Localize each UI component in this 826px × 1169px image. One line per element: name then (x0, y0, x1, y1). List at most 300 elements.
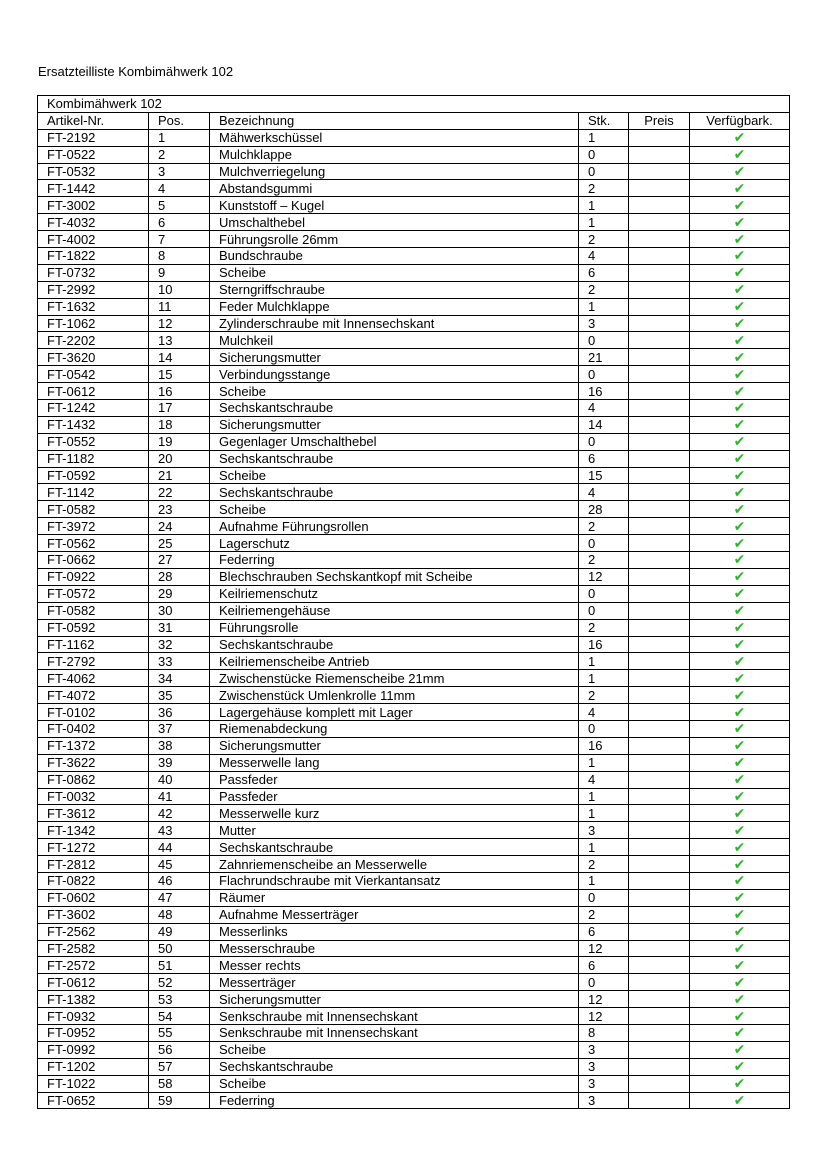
article-number-cell: FT-3602 (38, 906, 149, 923)
table-row (38, 501, 790, 518)
price-cell (629, 737, 690, 754)
description-cell: Verbindungsstange (210, 366, 579, 383)
availability-check-icon: ✔ (690, 872, 790, 889)
price-cell (629, 1075, 690, 1092)
quantity-cell: 1 (579, 805, 629, 822)
quantity-cell: 1 (579, 754, 629, 771)
position-cell: 34 (149, 670, 210, 687)
position-cell: 42 (149, 805, 210, 822)
availability-check-icon: ✔ (690, 163, 790, 180)
availability-check-icon: ✔ (690, 940, 790, 957)
position-cell: 5 (149, 197, 210, 214)
position-cell: 10 (149, 281, 210, 298)
position-cell: 13 (149, 332, 210, 349)
price-cell (629, 991, 690, 1008)
price-cell (629, 501, 690, 518)
position-cell: 43 (149, 822, 210, 839)
availability-check-icon: ✔ (690, 552, 790, 569)
article-number-cell: FT-1822 (38, 248, 149, 265)
availability-check-icon: ✔ (690, 214, 790, 231)
position-cell: 29 (149, 585, 210, 602)
description-cell: Bundschraube (210, 248, 579, 265)
quantity-cell: 2 (579, 906, 629, 923)
position-cell: 1 (149, 129, 210, 146)
table-row (38, 771, 790, 788)
availability-check-icon: ✔ (690, 839, 790, 856)
price-cell (629, 433, 690, 450)
description-cell: Keilriemenschutz (210, 585, 579, 602)
article-number-cell: FT-2812 (38, 856, 149, 873)
position-cell: 24 (149, 518, 210, 535)
table-row (38, 906, 790, 923)
position-cell: 9 (149, 264, 210, 281)
table-row (38, 535, 790, 552)
quantity-cell: 1 (579, 653, 629, 670)
price-cell (629, 720, 690, 737)
availability-check-icon: ✔ (690, 771, 790, 788)
description-cell: Mulchkeil (210, 332, 579, 349)
table-row (38, 433, 790, 450)
price-cell (629, 788, 690, 805)
table-row (38, 872, 790, 889)
description-cell: Zwischenstücke Riemenscheibe 21mm (210, 670, 579, 687)
availability-check-icon: ✔ (690, 383, 790, 400)
description-cell: Sechskantschraube (210, 484, 579, 501)
table-row (38, 670, 790, 687)
price-cell (629, 535, 690, 552)
price-cell (629, 298, 690, 315)
quantity-cell: 4 (579, 704, 629, 721)
availability-check-icon: ✔ (690, 146, 790, 163)
table-row (38, 568, 790, 585)
price-cell (629, 450, 690, 467)
table-row (38, 315, 790, 332)
table-row (38, 197, 790, 214)
table-row (38, 720, 790, 737)
price-cell (629, 129, 690, 146)
price-cell (629, 197, 690, 214)
description-cell: Scheibe (210, 264, 579, 281)
position-cell: 32 (149, 636, 210, 653)
availability-check-icon: ✔ (690, 788, 790, 805)
article-number-cell: FT-0862 (38, 771, 149, 788)
price-cell (629, 653, 690, 670)
availability-check-icon: ✔ (690, 991, 790, 1008)
description-cell: Feder Mulchklappe (210, 298, 579, 315)
price-cell (629, 568, 690, 585)
availability-check-icon: ✔ (690, 315, 790, 332)
availability-check-icon: ✔ (690, 501, 790, 518)
description-cell: Senkschraube mit Innensechskant (210, 1024, 579, 1041)
quantity-cell: 28 (579, 501, 629, 518)
quantity-cell: 2 (579, 619, 629, 636)
table-row (38, 248, 790, 265)
price-cell (629, 416, 690, 433)
position-cell: 30 (149, 602, 210, 619)
availability-check-icon: ✔ (690, 349, 790, 366)
availability-check-icon: ✔ (690, 366, 790, 383)
position-cell: 57 (149, 1058, 210, 1075)
article-number-cell: FT-0572 (38, 585, 149, 602)
article-number-cell: FT-1632 (38, 298, 149, 315)
table-row (38, 298, 790, 315)
table-row (38, 180, 790, 197)
position-cell: 20 (149, 450, 210, 467)
position-cell: 49 (149, 923, 210, 940)
description-cell: Messerlinks (210, 923, 579, 940)
price-cell (629, 383, 690, 400)
price-cell (629, 214, 690, 231)
article-number-cell: FT-0652 (38, 1092, 149, 1109)
position-cell: 3 (149, 163, 210, 180)
availability-check-icon: ✔ (690, 957, 790, 974)
description-cell: Scheibe (210, 467, 579, 484)
table-row (38, 349, 790, 366)
price-cell (629, 146, 690, 163)
position-cell: 36 (149, 704, 210, 721)
availability-check-icon: ✔ (690, 1024, 790, 1041)
quantity-cell: 3 (579, 1092, 629, 1109)
availability-check-icon: ✔ (690, 281, 790, 298)
article-number-cell: FT-3612 (38, 805, 149, 822)
availability-check-icon: ✔ (690, 535, 790, 552)
quantity-cell: 15 (579, 467, 629, 484)
price-cell (629, 1092, 690, 1109)
quantity-cell: 0 (579, 163, 629, 180)
table-row (38, 467, 790, 484)
table-row (38, 636, 790, 653)
table-row (38, 585, 790, 602)
article-number-cell: FT-2192 (38, 129, 149, 146)
article-number-cell: FT-0562 (38, 535, 149, 552)
description-cell: Führungsrolle (210, 619, 579, 636)
description-cell: Messerwelle lang (210, 754, 579, 771)
article-number-cell: FT-1202 (38, 1058, 149, 1075)
table-row (38, 737, 790, 754)
position-cell: 16 (149, 383, 210, 400)
position-cell: 44 (149, 839, 210, 856)
article-number-cell: FT-4002 (38, 231, 149, 248)
price-cell (629, 957, 690, 974)
description-cell: Mutter (210, 822, 579, 839)
description-cell: Sicherungsmutter (210, 416, 579, 433)
availability-check-icon: ✔ (690, 687, 790, 704)
quantity-cell: 14 (579, 416, 629, 433)
article-number-cell: FT-3620 (38, 349, 149, 366)
position-cell: 7 (149, 231, 210, 248)
description-cell: Messer rechts (210, 957, 579, 974)
table-caption-row (38, 96, 790, 113)
description-cell: Sechskantschraube (210, 839, 579, 856)
quantity-cell: 1 (579, 197, 629, 214)
description-cell: Messerschraube (210, 940, 579, 957)
table-row (38, 1075, 790, 1092)
table-row (38, 619, 790, 636)
table-row (38, 1058, 790, 1075)
table-body (38, 129, 790, 1109)
document-title: Ersatzteilliste Kombimähwerk 102 (38, 64, 234, 79)
position-cell: 21 (149, 467, 210, 484)
description-cell: Sicherungsmutter (210, 737, 579, 754)
availability-check-icon: ✔ (690, 923, 790, 940)
article-number-cell: FT-3972 (38, 518, 149, 535)
position-cell: 15 (149, 366, 210, 383)
position-cell: 8 (149, 248, 210, 265)
table-row (38, 366, 790, 383)
description-cell: Mulchverriegelung (210, 163, 579, 180)
availability-check-icon: ✔ (690, 653, 790, 670)
table-header-row (38, 112, 790, 129)
quantity-cell: 2 (579, 180, 629, 197)
table-row (38, 788, 790, 805)
description-cell: Sechskantschraube (210, 400, 579, 417)
price-cell (629, 400, 690, 417)
availability-check-icon: ✔ (690, 1041, 790, 1058)
description-cell: Federring (210, 1092, 579, 1109)
article-number-cell: FT-1182 (38, 450, 149, 467)
price-cell (629, 636, 690, 653)
availability-check-icon: ✔ (690, 231, 790, 248)
description-cell: Messerwelle kurz (210, 805, 579, 822)
description-cell: Sicherungsmutter (210, 991, 579, 1008)
article-number-cell: FT-2992 (38, 281, 149, 298)
availability-check-icon: ✔ (690, 298, 790, 315)
table-row (38, 1024, 790, 1041)
position-cell: 18 (149, 416, 210, 433)
table-row (38, 805, 790, 822)
position-cell: 59 (149, 1092, 210, 1109)
article-number-cell: FT-0532 (38, 163, 149, 180)
availability-check-icon: ✔ (690, 1008, 790, 1025)
article-number-cell: FT-1442 (38, 180, 149, 197)
position-cell: 53 (149, 991, 210, 1008)
availability-check-icon: ✔ (690, 332, 790, 349)
price-cell (629, 1041, 690, 1058)
availability-check-icon: ✔ (690, 805, 790, 822)
price-cell (629, 264, 690, 281)
position-cell: 41 (149, 788, 210, 805)
price-cell (629, 839, 690, 856)
article-number-cell: FT-1062 (38, 315, 149, 332)
article-number-cell: FT-0822 (38, 872, 149, 889)
description-cell: Führungsrolle 26mm (210, 231, 579, 248)
table-row (38, 281, 790, 298)
availability-check-icon: ✔ (690, 1075, 790, 1092)
availability-check-icon: ✔ (690, 129, 790, 146)
position-cell: 40 (149, 771, 210, 788)
availability-check-icon: ✔ (690, 602, 790, 619)
availability-check-icon: ✔ (690, 467, 790, 484)
price-cell (629, 248, 690, 265)
header-price: Preis (629, 112, 690, 129)
quantity-cell: 2 (579, 231, 629, 248)
quantity-cell: 0 (579, 433, 629, 450)
availability-check-icon: ✔ (690, 822, 790, 839)
price-cell (629, 281, 690, 298)
price-cell (629, 349, 690, 366)
table-row (38, 889, 790, 906)
description-cell: Räumer (210, 889, 579, 906)
quantity-cell: 0 (579, 332, 629, 349)
price-cell (629, 332, 690, 349)
description-cell: Scheibe (210, 383, 579, 400)
article-number-cell: FT-0522 (38, 146, 149, 163)
position-cell: 14 (149, 349, 210, 366)
price-cell (629, 771, 690, 788)
position-cell: 33 (149, 653, 210, 670)
availability-check-icon: ✔ (690, 636, 790, 653)
table-row (38, 400, 790, 417)
quantity-cell: 1 (579, 298, 629, 315)
position-cell: 2 (149, 146, 210, 163)
article-number-cell: FT-0952 (38, 1024, 149, 1041)
description-cell: Zwischenstück Umlenkrolle 11mm (210, 687, 579, 704)
article-number-cell: FT-4072 (38, 687, 149, 704)
description-cell: Aufnahme Messerträger (210, 906, 579, 923)
article-number-cell: FT-1372 (38, 737, 149, 754)
position-cell: 11 (149, 298, 210, 315)
price-cell (629, 1058, 690, 1075)
price-cell (629, 805, 690, 822)
table-row (38, 146, 790, 163)
quantity-cell: 12 (579, 940, 629, 957)
position-cell: 48 (149, 906, 210, 923)
price-cell (629, 231, 690, 248)
availability-check-icon: ✔ (690, 450, 790, 467)
position-cell: 19 (149, 433, 210, 450)
description-cell: Sechskantschraube (210, 450, 579, 467)
quantity-cell: 0 (579, 585, 629, 602)
table-row (38, 129, 790, 146)
availability-check-icon: ✔ (690, 197, 790, 214)
position-cell: 28 (149, 568, 210, 585)
description-cell: Scheibe (210, 501, 579, 518)
position-cell: 47 (149, 889, 210, 906)
quantity-cell: 4 (579, 400, 629, 417)
price-cell (629, 856, 690, 873)
article-number-cell: FT-0592 (38, 619, 149, 636)
article-number-cell: FT-0032 (38, 788, 149, 805)
article-number-cell: FT-0612 (38, 974, 149, 991)
table-row (38, 653, 790, 670)
quantity-cell: 0 (579, 720, 629, 737)
availability-check-icon: ✔ (690, 1092, 790, 1109)
quantity-cell: 16 (579, 636, 629, 653)
header-article-number: Artikel-Nr. (38, 112, 149, 129)
availability-check-icon: ✔ (690, 737, 790, 754)
description-cell: Umschalthebel (210, 214, 579, 231)
article-number-cell: FT-1342 (38, 822, 149, 839)
table-row (38, 264, 790, 281)
position-cell: 27 (149, 552, 210, 569)
position-cell: 35 (149, 687, 210, 704)
article-number-cell: FT-0582 (38, 602, 149, 619)
table-row (38, 1008, 790, 1025)
description-cell: Aufnahme Führungsrollen (210, 518, 579, 535)
price-cell (629, 602, 690, 619)
description-cell: Sicherungsmutter (210, 349, 579, 366)
price-cell (629, 315, 690, 332)
availability-check-icon: ✔ (690, 585, 790, 602)
quantity-cell: 12 (579, 568, 629, 585)
price-cell (629, 619, 690, 636)
table-row (38, 552, 790, 569)
header-position: Pos. (149, 112, 210, 129)
quantity-cell: 6 (579, 957, 629, 974)
table-row (38, 484, 790, 501)
article-number-cell: FT-0662 (38, 552, 149, 569)
position-cell: 17 (149, 400, 210, 417)
article-number-cell: FT-0612 (38, 383, 149, 400)
position-cell: 50 (149, 940, 210, 957)
description-cell: Kunststoff – Kugel (210, 197, 579, 214)
quantity-cell: 2 (579, 687, 629, 704)
position-cell: 38 (149, 737, 210, 754)
quantity-cell: 8 (579, 1024, 629, 1041)
article-number-cell: FT-0592 (38, 467, 149, 484)
price-cell (629, 872, 690, 889)
description-cell: Messerträger (210, 974, 579, 991)
table-row (38, 940, 790, 957)
quantity-cell: 3 (579, 1075, 629, 1092)
quantity-cell: 0 (579, 889, 629, 906)
quantity-cell: 3 (579, 822, 629, 839)
article-number-cell: FT-1022 (38, 1075, 149, 1092)
table-row (38, 822, 790, 839)
availability-check-icon: ✔ (690, 248, 790, 265)
quantity-cell: 12 (579, 1008, 629, 1025)
description-cell: Sterngriffschraube (210, 281, 579, 298)
description-cell: Keilriemenscheibe Antrieb (210, 653, 579, 670)
description-cell: Lagergehäuse komplett mit Lager (210, 704, 579, 721)
table-row (38, 974, 790, 991)
position-cell: 55 (149, 1024, 210, 1041)
position-cell: 25 (149, 535, 210, 552)
quantity-cell: 1 (579, 839, 629, 856)
table-row (38, 991, 790, 1008)
quantity-cell: 1 (579, 129, 629, 146)
quantity-cell: 4 (579, 484, 629, 501)
availability-check-icon: ✔ (690, 416, 790, 433)
availability-check-icon: ✔ (690, 906, 790, 923)
price-cell (629, 754, 690, 771)
price-cell (629, 906, 690, 923)
availability-check-icon: ✔ (690, 670, 790, 687)
article-number-cell: FT-2582 (38, 940, 149, 957)
description-cell: Passfeder (210, 771, 579, 788)
article-number-cell: FT-2202 (38, 332, 149, 349)
quantity-cell: 4 (579, 248, 629, 265)
article-number-cell: FT-1272 (38, 839, 149, 856)
article-number-cell: FT-2792 (38, 653, 149, 670)
article-number-cell: FT-0602 (38, 889, 149, 906)
position-cell: 58 (149, 1075, 210, 1092)
header-quantity: Stk. (579, 112, 629, 129)
article-number-cell: FT-0582 (38, 501, 149, 518)
quantity-cell: 0 (579, 602, 629, 619)
position-cell: 37 (149, 720, 210, 737)
table-caption: Kombimähwerk 102 (38, 96, 790, 113)
quantity-cell: 16 (579, 383, 629, 400)
availability-check-icon: ✔ (690, 264, 790, 281)
article-number-cell: FT-0732 (38, 264, 149, 281)
availability-check-icon: ✔ (690, 856, 790, 873)
quantity-cell: 16 (579, 737, 629, 754)
quantity-cell: 3 (579, 315, 629, 332)
table-row (38, 518, 790, 535)
description-cell: Keilriemengehäuse (210, 602, 579, 619)
table-row (38, 1092, 790, 1109)
